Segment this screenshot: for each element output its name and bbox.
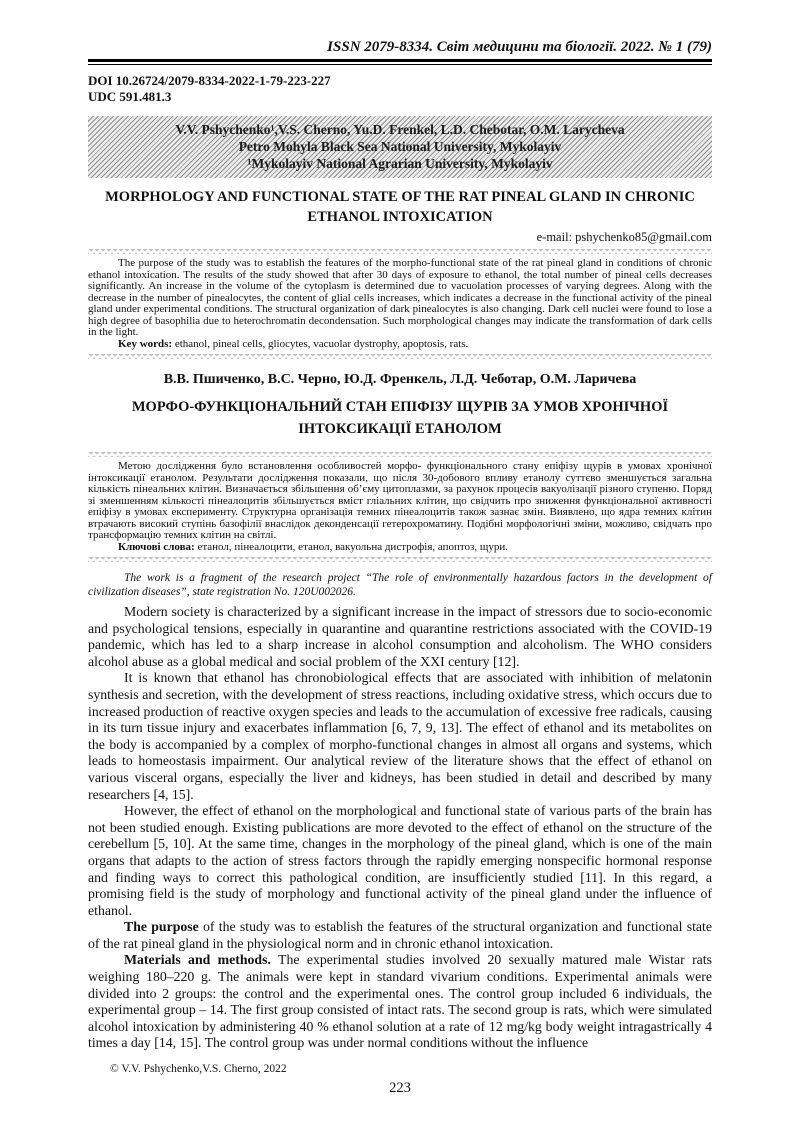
keywords-ua xyxy=(88,542,712,554)
keywords-ua-text: етанол, пінеалоцити, етанол, вакуольна дистрофія, апоптоз, щури. xyxy=(194,540,509,553)
zigzag-divider xyxy=(88,249,712,254)
article-title-ua: МОРФО-ФУНКЦІОНАЛЬНИЙ СТАН ЕПІФІЗУ ЩУРІВ ЗА УМОВ ХРОНІЧНОЇ ІНТОКСИКАЦІЇ ЕТАНОЛОМ xyxy=(131,399,669,437)
keywords-en xyxy=(88,339,712,351)
article-page xyxy=(88,0,712,1097)
purpose-lead: The purpose xyxy=(124,919,199,935)
keywords-ua-label: Ключові слова: xyxy=(118,540,195,553)
authors-ua: В.В. Пшиченко, В.С. Черно, Ю.Д. Френкель, Л.Д. Чеботар, О.М. Ларичева xyxy=(163,372,637,387)
email-line: e-mail: pshychenko85@gmail.com xyxy=(536,230,712,244)
article-title-en: MORPHOLOGY AND FUNCTIONAL STATE OF THE RAT PINEAL GLAND IN CHRONIC ETHANOL INTOXICATION xyxy=(105,189,695,225)
keywords-en-text: ethanol, pineal cells, gliocytes, vacuolar dystrophy, apoptosis, rats. xyxy=(172,337,469,350)
paragraph-ethanol-effects: It is known that ethanol has chronobiological effects that are associated with inhibition of melatonin synthesis and secretion, with the development of stress reactions, including oxidative stress, which occurs due to increased production of reactive oxygen species and leads to the accumulation of excessive free radicals, causing in its turn tissue injury and exacerbates inflammation [6, 7, 9, 13]. The effect of ethanol and its metabolites on the body is accompanied by a complex of morpho-functional changes in almost all organs and systems, which leads to homeostasis impairment. Our analytical review of the literature shows that the effect of ethanol on various visceral organs, especially the liver and kidneys, has been studied in detail and described by many researchers [4, 15]. xyxy=(88,670,712,802)
materials-methods-lead: Materials and methods. xyxy=(124,952,271,968)
authors-affiliations-band xyxy=(88,116,712,178)
zigzag-divider xyxy=(88,557,712,562)
paragraph-intro: Modern society is characterized by a significant increase in the impact of stressors due to socio-economic and psychological tensions, especially in quarantine and quarantine restrictions associated with the COVID-19 pandemic, which has led to a sharp increase in alcohol consumption and alcoholism. The WHO considers alcohol abuse as a global medical and social problem of the XXI century [12]. xyxy=(88,604,712,669)
abstract-ua xyxy=(88,461,712,553)
materials-methods-text: The experimental studies involved 20 sexually matured male Wistar rats weighing 180–220 g. The animals were kept in standard vivarium conditions. Experimental animals were divided into 2 groups: the control and the experimental ones. The control group included 6 individuals, the experimental group – 14. The first group consisted of intact rats. The second group is rats, which were simulated alcohol intoxication by administering 40 % ethanol solution at a rate of 12 mg/kg body weight intragastrically 4 times a day [14, 15]. The control group was under normal conditions without the influence xyxy=(88,952,712,1051)
article-body xyxy=(88,604,712,1052)
research-project-note xyxy=(88,571,712,599)
abstract-en-text: The purpose of the study was to establish the features of the morpho-functional state of the rat pineal gland in conditions of chronic ethanol intoxication. The results of the study showed that after 30 days of exposure to ethanol, the total number of pineal cells decreases significantly. An increase in the volume of the cytoplasm is determined due to vacuolation processes of varying degrees. Along with the decrease in the number of pinealocytes, the content of glial cells increases, which indicates a decrease in the functional activity of the pineal gland under experimental conditions. The structural organization of dark pinealocytes is also changing. Dark cell nuclei were found to lose a high degree of basophilia due to heterochromatin decondensation. Such morphological changes may indicate the transformation of dark cells in the light. xyxy=(88,257,712,338)
paragraph-materials-methods xyxy=(88,952,712,1052)
paragraph-brain-studies: However, the effect of ethanol on the morphological and functional state of various parts of the brain has not been studied enough. Existing publications are more devoted to the effect of ethanol on the structure of the cerebellum [5, 10]. At the same time, changes in the morphology of the pineal gland, which is one of the main organs that adapts to the action of stress factors through the rapidly emerging nonspecific hormonal response and finding ways to correct this pathological condition, are insufficiently studied [11]. In this regard, a promising field is the study of morphology and functional activity of the pineal gland under the influence of ethanol. xyxy=(88,803,712,918)
keywords-en-label: Key words: xyxy=(118,337,173,350)
authors-en: V.V. Pshychenko¹,V.S. Cherno, Yu.D. Frenkel, L.D. Chebotar, O.M. Larycheva xyxy=(175,122,625,137)
affiliation-secondary: ¹Mykolayiv National Agrarian University, Mykolayiv xyxy=(247,156,553,171)
abstract-ua-text: Метою дослідження було встановлення особливостей морфо- функціонального стану епіфізу щурів в умовах хронічної інтоксикації етанолом. Результати дослідження показали, що після 30-добового впливу етанолу суттєво зменшується загальна кількість пінеальних клітин. Визначається збільшення об’єму цитоплазми, за рахунок процесів вакуолізації різного ступеню. Поряд зі зменшенням кількості пінеалоцитів збільшується вміст гліальних клітин, що свідчить про зниження функціональної активності епіфізу в умовах експерименту. Структурна організація темних пінеалоцитів також зазнає змін. Виявлено, що ядра темних клітин втрачають високий ступінь базофілії внаслідок деконденсації гетерохроматину. Подібні морфологічні зміни, можливо, свідчать про трансформацію темних клітин на світлі. xyxy=(88,460,712,541)
doi-line: DOI 10.26724/2079-8334-2022-1-79-223-227 xyxy=(88,73,331,88)
abstract-en xyxy=(88,258,712,350)
paragraph-purpose xyxy=(88,919,712,952)
journal-issn-line: ISSN 2079-8334. Світ медицини та біології. 2022. № 1 (79) xyxy=(327,39,712,55)
page-number: 223 xyxy=(389,1080,411,1097)
zigzag-divider xyxy=(88,452,712,457)
purpose-text: of the study was to establish the features of the structural organization and functional state of the rat pineal gland in the physiological norm and in chronic ethanol intoxication. xyxy=(88,919,712,951)
udc-line: UDC 591.481.3 xyxy=(88,89,172,104)
zigzag-divider xyxy=(88,354,712,359)
affiliation-main: Petro Mohyla Black Sea National University, Mykolayiv xyxy=(238,139,562,154)
research-project-note-text: The work is a fragment of the research project “The role of environmentally hazardous factors in the development of civilization diseases”, state registration No. 120U002026. xyxy=(88,572,712,598)
copyright-line: © V.V. Pshychenko,V.S. Cherno, 2022 xyxy=(110,1063,287,1076)
header-rule xyxy=(88,59,712,65)
